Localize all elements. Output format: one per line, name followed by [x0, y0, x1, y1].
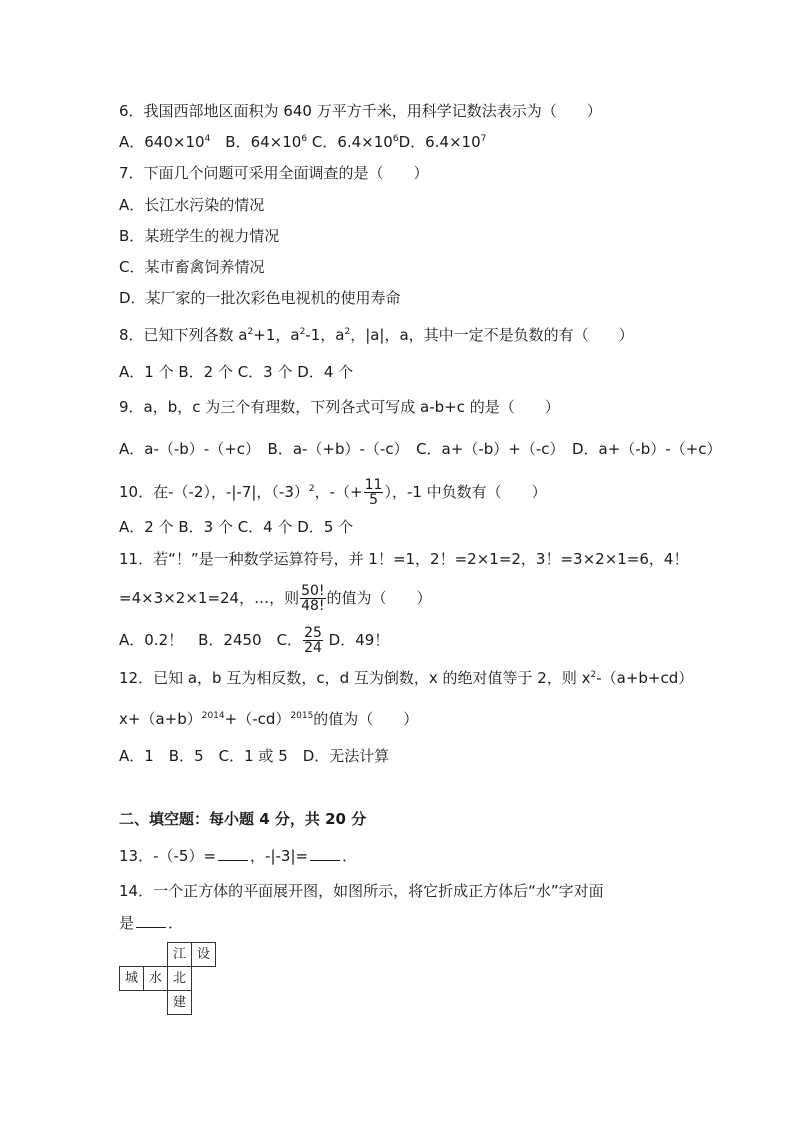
q12-line2-part: 的值为（ ） [313, 710, 419, 728]
q8-stem-part: ，|a|，a，其中一定不是负数的有（ ） [350, 326, 634, 344]
q11-opt-c-fraction [303, 626, 323, 655]
q11-frac-den: 48! [301, 598, 325, 614]
q12-line1 [119, 668, 693, 688]
q12-options: A．1 B．5 C．1 或 5 D．无法计算 [119, 747, 390, 765]
q14-line1: 14．一个正方体的平面展开图，如图所示，将它折成正方体后“水”字对面 [119, 882, 604, 900]
q6-opt-d: D．6.4×10 [398, 133, 481, 151]
answer-blank[interactable] [136, 913, 166, 928]
q6-stem: 6．我国西部地区面积为 640 万平方千米，用科学记数法表示为（ ） [119, 102, 602, 120]
cube-net-figure [119, 942, 219, 1017]
q11-opt-c-den: 24 [304, 640, 322, 656]
q6-options [119, 132, 486, 152]
q10-stem-part: 10．在-（-2），-|-7|，（-3） [119, 483, 309, 501]
net-cell: 水 [143, 966, 168, 991]
q11-line1: 11．若“！”是一种数学运算符号，并 1！=1，2！=2×1=2，3！=3×2×1=6，4！ [119, 550, 689, 568]
q8-stem-part: -1，a [305, 326, 345, 344]
q7-opt-b: B．某班学生的视力情况 [119, 227, 280, 245]
q6-opt-b: B．64×10 [210, 133, 302, 151]
q13-part: ． [342, 847, 358, 865]
q11-line2 [119, 584, 432, 613]
q10-stem-part: ，-（+ [314, 483, 363, 501]
q12-line2 [119, 709, 418, 729]
q8-options: A．1 个 B．2 个 C．3 个 D．4 个 [119, 363, 354, 381]
q9-stem: 9．a，b，c 为三个有理数，下列各式可写成 a-b+c 的是（ ） [119, 398, 560, 416]
q12-sup: 2015 [290, 711, 314, 721]
net-cell: 城 [119, 966, 144, 991]
q11-line2-part: 的值为（ ） [326, 589, 432, 607]
q6-opt-c-exp: 6 [392, 134, 399, 144]
q12-sup: 2 [590, 670, 597, 680]
q13 [119, 846, 357, 866]
net-cell: 江 [167, 942, 192, 967]
q10-frac-den: 5 [369, 492, 378, 508]
q7-opt-a: A．长江水污染的情况 [119, 196, 265, 214]
q6-opt-a-exp: 4 [204, 134, 211, 144]
q7-opt-d: D．某厂家的一批次彩色电视机的使用寿命 [119, 289, 401, 307]
q9-options: A．a-（-b）-（+c） B．a-（+b）-（-c） C．a+（-b）+（-c） D．a+（-b）-（+c） [119, 440, 722, 458]
q11-frac-num: 50! [301, 583, 325, 599]
q7-stem: 7．下面几个问题可采用全面调查的是（ ） [119, 164, 429, 182]
q11-opt-c-num: 25 [304, 625, 322, 641]
q14-line2-part: 是 [119, 914, 135, 932]
q6-opt-d-exp: 7 [480, 134, 487, 144]
q8-stem-part: +1，a [253, 326, 300, 344]
q6-opt-a: A．640×10 [119, 133, 205, 151]
q12-line2-part: +（-cd） [224, 710, 291, 728]
q11-opt-ab: A．0.2！ B．2450 C． [119, 631, 303, 649]
q8-stem-part: 8．已知下列各数 a [119, 326, 248, 344]
q12-line2-part: x+（a+b） [119, 710, 202, 728]
q7-opt-c: C．某市畜禽饲养情况 [119, 258, 265, 276]
q12-sup: 2014 [201, 711, 225, 721]
q11-opt-d: D．49！ [323, 631, 390, 649]
net-cell: 建 [167, 990, 192, 1015]
q12-line1-part: 12．已知 a，b 互为相反数，c，d 互为倒数，x 的绝对值等于 2，则 x [119, 669, 591, 687]
q13-part: 13．-（-5）= [119, 847, 217, 865]
answer-blank[interactable] [218, 846, 248, 861]
q13-part: ，-|-3|= [250, 847, 309, 865]
q8-sup: 2 [247, 327, 254, 337]
q8-sup: 2 [344, 327, 351, 337]
q11-fraction [300, 584, 325, 613]
net-cell: 北 [167, 966, 192, 991]
q12-line1-part: -（a+b+cd） [596, 669, 694, 687]
q10-sup: 2 [308, 484, 315, 494]
q10-frac-num: 11 [364, 477, 383, 493]
q6-opt-c: C．6.4×10 [307, 133, 393, 151]
q8-sup: 2 [299, 327, 306, 337]
q11-line2-part: =4×3×2×1=24，…，则 [119, 589, 300, 607]
net-cell: 设 [191, 942, 216, 967]
q10-fraction [364, 478, 384, 507]
answer-blank[interactable] [310, 846, 340, 861]
q8-stem [119, 325, 634, 345]
q10-stem-part: ），-1 中负数有（ ） [384, 483, 547, 501]
q11-options [119, 626, 389, 655]
section-title: 二、填空题：每小题 4 分，共 20 分 [119, 810, 367, 828]
q6-opt-b-exp: 6 [301, 134, 308, 144]
q10-stem [119, 478, 547, 507]
q14-line2-part: ． [168, 914, 184, 932]
q10-options: A．2 个 B．3 个 C．4 个 D．5 个 [119, 518, 354, 536]
q14-line2 [119, 913, 183, 933]
